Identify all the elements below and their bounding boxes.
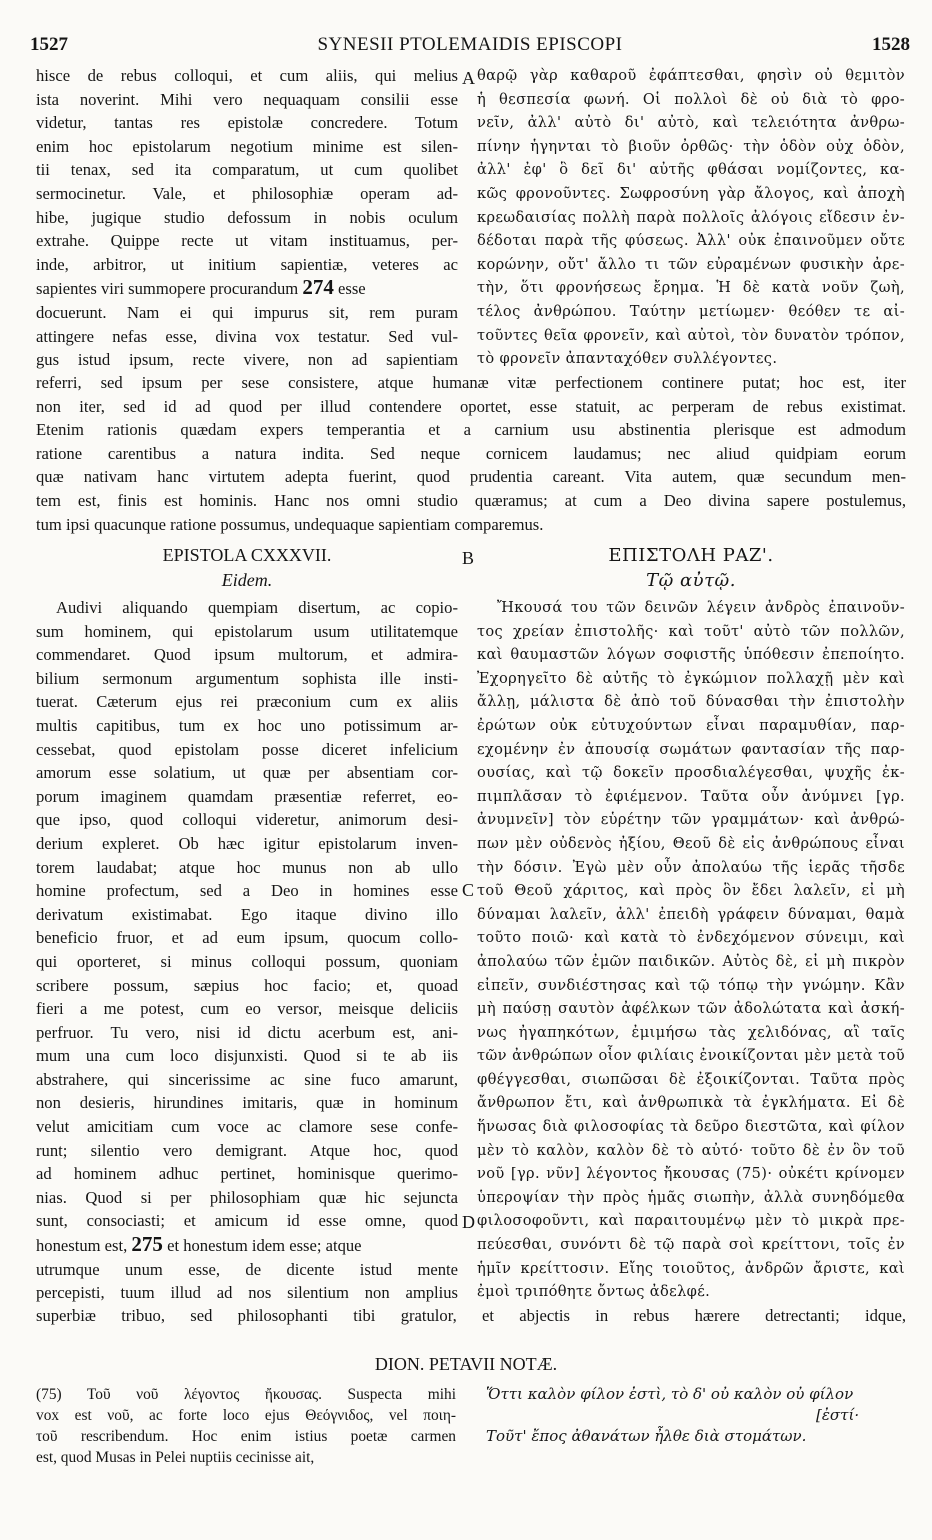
latin-line: Etenim rationis quædam expers temperantia et a carnium usu abstinentia plerisque est admodum [36, 420, 906, 440]
greek-line: τὸ φρονεῖν ἀπανταχόθεν συλλέγοντες. [477, 350, 778, 368]
greek-line: τοῦντες θεῖα φρονεῖν, καὶ αὐτοὶ, τὸν δυνατὸν τρόπον, [477, 326, 905, 344]
latin-line-text: honestum est, [36, 1236, 128, 1256]
latin-line: enim hoc epistolarum negotium minime est silen- [36, 136, 458, 156]
column-number-275: 275 [131, 1232, 163, 1257]
latin-line: nias. Quod si per philosophiam quæ hic sejuncta [36, 1187, 458, 1207]
latin-line: abstrahere, qui sincerissime ac sine fuco amarunt, [36, 1069, 458, 1089]
epistle-title-greek: ΕΠΙΣΤΟΛΗ ΡΑΖ'. [608, 545, 774, 566]
latin-line: torem laudabat; atque hoc munus non ab ullo [36, 857, 458, 877]
greek-line: κρεωδαισίας πολλὴ παρὰ πολλοῖς ἀλόγοις εἴδεσιν ἐν- [477, 208, 905, 226]
greek-line: τοῦτο ποιῶ· καὶ κατὰ τὸ ἐνδεχόμενον σύνειμι, καὶ [477, 929, 905, 947]
latin-line: Audivi aliquando quempiam disertum, ac copio- [56, 598, 458, 617]
latin-line: mum una cum loco disjunxisti. Quod si te ab iis [36, 1046, 458, 1066]
column-number-274: 274 [302, 275, 334, 300]
greek-line: τὴν δόσιν. Ἐγὼ μὲν οὖν ἀπολαύω τῆς ἱερᾶς τῆσδε [477, 858, 905, 876]
latin-line: bilium sermonum argumentum sophista ille insti- [36, 668, 458, 688]
note-line: est, quod Musas in Pelei nuptiis cecinisse ait, [36, 1449, 315, 1466]
latin-line: velut amicitiam cum voce ac clamore sese confe- [36, 1117, 458, 1137]
latin-line: inde, arbitror, ut initium sapientiæ, veteres ac [36, 254, 458, 274]
latin-line: perfruor. Tu vero, nisi id dictu acerbum est, ani- [36, 1022, 458, 1042]
latin-line: quæ nativam hanc virtutem adepta fuerint, quod prudentia careant. Vita autem, quæ secundum men- [36, 467, 906, 487]
greek-line: ἀπολαύω τῶν ἐμῶν παιδικῶν. Αὐτὸς δὲ, εἰ μὴ πικρὸν [477, 952, 905, 970]
latin-line: multis capitibus, tum ex hoc uno potissimum ar- [36, 715, 458, 735]
latin-line: qui oporteret, si minus colloqui possum, quoniam [36, 951, 458, 971]
latin-line: referri, sed ipsum per sese consistere, atque humanæ vitæ perfectionem continere putat; hoc est, iter [36, 373, 906, 392]
greek-line: τέλος ἀνθρώπου. Ταύτην μετίωμεν· θεόθεν τε αἰ- [477, 302, 905, 320]
greek-line: καὶ θαυμαστῶν λόγων σοφιστῆς ὑπόθεσιν ἐπεποίητο. [477, 646, 905, 664]
greek-line: εχομένην ἐν ἀπουσίᾳ σωμάτων φαντασίαν τῆς παρ- [477, 740, 905, 758]
greek-line: ἐμοὶ τριπόθητε ὄντως ἀδελφέ. [477, 1283, 711, 1301]
greek-line: ἀνυμνεῖν] τὸν εὑρέτην τῶν γραμμάτων· καὶ ἀνθρώ- [477, 811, 905, 829]
greek-line: τος χρείαν ἐπιστολῆς· καὶ τοῦτ' αὐτὸ τῶν πολλῶν, [477, 622, 905, 640]
greek-line: τῶν ἀνθρώπων οἷον φιλίαις ἐνοικίζονται μὲν μετὰ τοῦ [477, 1047, 905, 1065]
greek-line: ἡ θεσπεσία φωνή. Οἱ πολλοὶ δὲ οὐ διὰ τὸ φρο- [477, 90, 905, 108]
greek-line: τὴν, ὅτι φρονήσεως ἔρημα. Ἡ δὲ κατὰ νοῦν ζωὴ, [477, 279, 905, 297]
latin-line: fieri a me potest, cum eo versor, meisque deliciis [36, 999, 458, 1019]
notes-title: DION. PETAVII NOTÆ. [374, 1354, 558, 1374]
latin-line: hisce de rebus colloqui, et cum aliis, qui melius [36, 66, 458, 85]
greek-line: πίνην ἡγηνται τὸ βιοῦν ὀρθῶς· τὴν ὁδὸν οὐχ ὁδὸν, [477, 137, 905, 155]
greek-line: ουσίας, καὶ τῷ δοκεῖν προσδιαλέγεσθαι, ψυχῆς ἐκ- [477, 764, 905, 782]
greek-line: θαρῷ γὰρ καθαροῦ ἐφάπτεσθαι, φησὶν οὐ θεμιτὸν [477, 67, 905, 84]
page-number-left: 1527 [30, 34, 68, 55]
latin-line: ad hominem adhuc pertinet, hominisque querimo- [36, 1164, 458, 1184]
greek-line: μὴ παύσῃ σαυτὸν ἀφέλκων τῶν ἀδολώτατα καὶ ἀσκή- [477, 1000, 905, 1018]
latin-line: derivatum existimabat. Ego itaque divino illo [36, 904, 458, 924]
greek-line: φθέγγεσθαι, σιωπῶσαι δὲ ἐξοικίζονται. Ταῦτα πρὸς [477, 1070, 905, 1088]
latin-line: homine profectum, sed a Deo in homines esse [36, 881, 458, 901]
latin-line: derium expleret. Ob hæc igitur epistolarum inven- [36, 833, 458, 853]
latin-column-bottom [36, 596, 458, 1305]
greek-line: ἄνθρωπον ἔτι, καὶ ἀνθρωπικὰ τὰ ἐγκλήματα. Εἰ δὲ [477, 1094, 905, 1112]
greek-line: ἡμῖν κρείττοσιν. Εἴης τοιοῦτος, ἀνδρῶν ἄριστε, καὶ [477, 1259, 905, 1277]
latin-line-with-column-number [36, 276, 458, 301]
latin-line: superbiæ tribuo, sed philosophanti tibi gratulor, et abjectis in rebus hærere detrectanti; idque, [36, 1306, 906, 1325]
latin-column-top [36, 64, 458, 372]
latin-line: extrahe. Quippe recte ut vitam instituamus, per- [36, 231, 458, 251]
latin-line: ratione carentibus a natura indita. Sed neque cornicem laudamus; nec aliud quidpiam eorum [36, 443, 906, 463]
latin-line: beneficio fruor, et ad eum ipsum, quocum collo- [36, 928, 458, 948]
latin-line: tem est, finis est hominis. Hanc nos omni studio quæramus; at cum a Deo divina sapere postulemus, [36, 490, 906, 510]
verse-line-continuation: [ἐστί· [816, 1406, 860, 1424]
latin-line: non desieris, hirundines imitaris, quæ in hominum [36, 1093, 458, 1113]
section-marker-b: B [462, 548, 475, 568]
latin-line: tum ipsi quacunque ratione possumus, undequaque sapientiam comparemus. [36, 514, 544, 534]
greek-line: δέδοται παρὰ τῆς φύσεως. Ἀλλ' οὐκ ἐπαινοῦμεν οὔτε [477, 232, 905, 250]
latin-line: percepisti, tuum illud ad nos silentium non amplius [36, 1283, 458, 1303]
section-marker-d: D [462, 1212, 475, 1232]
greek-line: νεῖν, ἀλλ' αὐτὸ δι' αὐτὸ, καὶ τελειότητα ἀνθρω- [477, 114, 905, 132]
note-latin [36, 1384, 456, 1468]
latin-line: que ipso, quod colloqui videretur, animorum desi- [36, 810, 458, 830]
note-line: τοῦ rescribendum. Hoc enim istius poetæ carmen [36, 1428, 456, 1445]
latin-line: sum hominem, qui epistolarum usum utilitatemque [36, 621, 458, 641]
latin-line: utrumque unum esse, de dicente istud mente [36, 1259, 458, 1279]
running-header [30, 34, 910, 58]
greek-line: νοῦ [γρ. νῦν] λέγοντος ἤκουσας (75)· οὐκέτι κρίνομεν [477, 1165, 905, 1183]
epistle-title-latin: EPISTOLA CXXXVII. [162, 545, 332, 565]
greek-line: φιλοσοφοῦντι, καὶ παραιτουμένῳ μὲν τὸ μικρὰ πρε- [477, 1212, 905, 1230]
latin-full-width [36, 371, 906, 536]
latin-line: commendaret. Quod ipsum multorum, et admira- [36, 645, 458, 665]
latin-line: cessebat, quod epistolam posse diceret infelicium [36, 739, 458, 759]
latin-line: non iter, sed id ad quod per illud contendere oportet, esse statuit, ac perperam de rebus existimat. [36, 396, 906, 416]
latin-line: sermocinetur. Vale, et philosophiæ operam ad- [36, 183, 458, 203]
greek-line: κῶς φρονοῦντες. Σωφροσύνη γὰρ ἄλογος, καὶ ἀποχὴ [477, 184, 905, 202]
note-line: vox est νοῦ, ac forte loco ejus Θεόγνιδος, vel ποιη- [36, 1407, 456, 1424]
latin-line-text: sapientes viri summopere procurandum [36, 279, 299, 299]
latin-line: tuerat. Cæterum ejus rei præconium cum ex aliis [36, 692, 458, 712]
latin-line: hibe, jugique studio defossum in nobis oculum [36, 207, 458, 227]
page-number-right: 1528 [872, 34, 910, 55]
latin-line: videtur, tantas res epistolæ concredere. Totum [36, 113, 458, 133]
greek-line: εἰπεῖν, συνδιέστησας καὶ τῷ τόπῳ τὴν γνώμην. Κἂν [477, 976, 905, 994]
epistle-subtitle-greek: Τῷ αὐτῷ. [646, 570, 736, 591]
latin-line-tail: et honestum idem esse; atque [167, 1236, 362, 1256]
latin-line-tail: esse [338, 279, 366, 299]
greek-line: δύναμαι λαλεῖν, ἀλλ' ἐπειδὴ γράφειν δύναμαι, θαμὰ [477, 905, 905, 923]
latin-line: attingere nefas esse, divina vox testatur. Sed vul- [36, 326, 458, 346]
greek-line: μὲν τὸ καλὸν, καλὸν δὲ τὸ αὐτό· τοῦτο δὲ ἐν ὃν τοῦ [477, 1141, 905, 1159]
latin-line: porum imaginem quamdam præsentiæ referret, eo- [36, 786, 458, 806]
latin-full-width-final [36, 1304, 906, 1328]
greek-line: ἀλλ' ἐφ' ὃ δεῖ δι' αὐτῆς φθάσαι νομίζοντες, κα- [477, 161, 905, 179]
greek-line: πων μὲν οὐδενὸς ἠξίου, Θεοῦ δὲ εἰς ἀνθρώπους εἶναι [477, 834, 905, 852]
greek-column-top [477, 64, 905, 371]
verse-line: Τοῦτ' ἔπος ἀθανάτων ἦλθε διὰ στομάτων. [486, 1427, 807, 1445]
latin-line: amorum esse solatium, ut quæ per absentiam cor- [36, 763, 458, 783]
greek-line: ἥνωσας διὰ φιλοσοφίας τὰ δεῦρο διεστῶτα, καὶ φίλον [477, 1118, 905, 1136]
greek-line: Ἤκουσά του τῶν δεινῶν λέγειν ἀνδρὸς ἐπαινοῦν- [497, 599, 905, 616]
section-marker-a: A [462, 68, 475, 88]
latin-line: runt; silentio vero demigrant. Atque hoc, quod [36, 1140, 458, 1160]
latin-line: scribere possum, sæpius hoc facio; et, quoad [36, 975, 458, 995]
greek-line: κορώνην, οὔτ' ἄλλο τι τῶν εὐραμένων φυσικὴν ἀρε- [477, 255, 905, 273]
greek-line: πιμπλᾶσαν τὸ ἐφιέμενον. Ταῦτα οὖν ἀνύμνει [γρ. [477, 787, 905, 805]
greek-column-bottom [477, 596, 905, 1304]
greek-line: Ἐχορηγεῖτο δὲ αὐτῆς τὸ ἐγκώμιον πολλαχῇ μὲν καὶ [477, 669, 905, 687]
note-greek-verse [486, 1384, 906, 1447]
latin-line: gus istud ipsum, recte vivere, non ad sapientiam [36, 350, 458, 370]
greek-line: τοῦ Θεοῦ χάριτος, καὶ πρὸς ὃν ἔδει λαλεῖν, εἰ μὴ [477, 882, 905, 900]
latin-line: docuerunt. Nam ei qui impurus sit, rem puram [36, 302, 458, 322]
latin-line: sunt, consociasti; et amicum id esse omne, quod [36, 1211, 458, 1231]
note-line: (75) Τοῦ νοῦ λέγοντος ἤκουσας. Suspecta mihi [36, 1386, 456, 1403]
latin-line: ista noverint. Mihi vero nequaquam consilii esse [36, 89, 458, 109]
epistle-subtitle-latin: Eidem. [221, 570, 273, 590]
greek-line: ἄλλῃ, μάλιστα δὲ ἀπὸ τοῦ δύνασθαι τὴν ἐπιστολὴν [477, 693, 905, 711]
running-title: SYNESII PTOLEMAIDIS EPISCOPI [317, 34, 623, 55]
verse-line: Ὅττι καλὸν φίλον ἐστὶ, τὸ δ' οὐ καλὸν οὐ φίλον [486, 1385, 854, 1403]
latin-line: tii tenax, sed ita comparatum, ut cum quolibet [36, 160, 458, 180]
greek-line: ὑπεροψίαν τὴν πρὸς ἡμᾶς σιωπὴν, ἀλλὰ συνηδόμεθα [477, 1188, 905, 1206]
greek-line: ἐρώτων οὐκ εὐτυχούντων εἶναι παραμυθίαν, παρ- [477, 716, 905, 734]
greek-line: νως ἠγαπηκότων, ἐμιμήσω τὰς χελιδόνας, αἳ ταῖς [477, 1023, 905, 1041]
latin-line-with-column-number [36, 1233, 458, 1258]
section-marker-c: C [462, 880, 475, 900]
greek-line: πεύεσθαι, συνόντι δὲ τῷ παρὰ σοὶ κρείττονι, τοῖς ἐν [477, 1236, 905, 1254]
